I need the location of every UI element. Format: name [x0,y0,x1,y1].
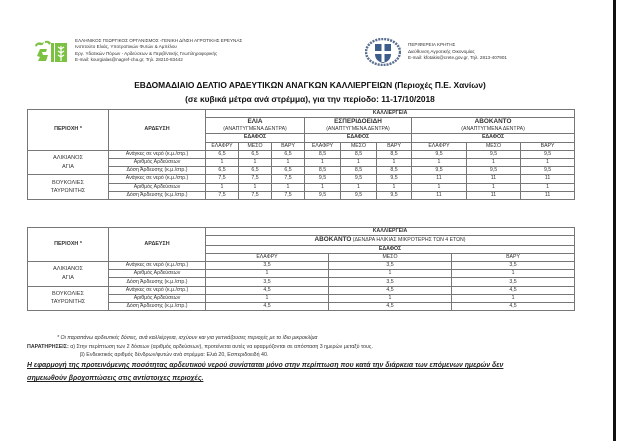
table-row [28,286,575,294]
crop-young-avocado [206,236,575,246]
irrigation-row-label: Ανάγκες σε νερό (κ.μ./στρ.) [109,175,206,183]
value-cell: 6,5 [239,150,272,158]
value-cell: 8,5 [341,167,377,175]
region-name-line: ΒΟΥΚΟΛΙΕΣ [52,290,84,297]
value-cell: 1 [206,158,239,166]
value-cell: 11 [467,175,521,183]
region-name [28,286,109,311]
soil-header: ΕΔΑΦΟΣ [206,245,575,253]
crop-young-avocado-note: (ΔΕΝΔΡΑ ΗΛΙΚΙΑΣ ΜΙΚΡΟΤΕΡΗΣ ΤΩΝ 4 ΕΤΩΝ) [352,237,466,244]
region-name-line: ΒΟΥΚΟΛΙΕΣ [52,179,84,186]
value-cell: 1 [377,183,412,191]
value-cell: 1 [239,158,272,166]
document-subtitle: (σε κυβικά μέτρα ανά στρέμμα), για την περίοδο: 11-17/10/2018 [185,94,435,104]
value-cell: 6,5 [239,167,272,175]
irrigation-row-label: Αριθμός Αρδεύσεων [109,158,206,166]
value-cell: 7,5 [239,191,272,199]
value-cell: 1 [329,294,452,302]
table-row [28,175,575,183]
soil-medium: ΜΕΣΟ [329,253,452,261]
value-cell: 1 [521,158,575,166]
value-cell: 4,5 [206,286,329,294]
value-cell: 1 [412,158,467,166]
value-cell: 1 [467,158,521,166]
document-title: ΕΒΔΟΜΑΔΙΑΙΟ ΔΕΛΤΙΟ ΑΡΔΕΥΤΙΚΩΝ ΑΝΑΓΚΩΝ ΚΑΛΛΙΕΡΓΕΙΩΝ (Περιοχές Π.Ε. Χανίων) [134,80,486,90]
cultivation-header: ΚΑΛΛΙΕΡΓΕΙΑ [206,228,575,236]
elgo-dimitra-logo-icon [34,39,68,63]
region-name [28,150,109,175]
value-cell: 7,5 [206,175,239,183]
soil-medium: ΜΕΣΟ [341,142,377,150]
value-cell: 1 [412,183,467,191]
region-header: ΠΕΡΙΟΧΗ * [28,228,109,262]
value-cell: 3,5 [452,278,575,286]
crop-avocado-name: ΑΒΟΚΑΝΤΟ [412,118,575,127]
soil-heavy: ΒΑΡΥ [452,253,575,261]
value-cell: 6,5 [272,150,305,158]
header-right-email: E-mail: kfotakis@crete.gov.gr, Τηλ. 2813-407901 [408,55,507,61]
value-cell: 1 [239,183,272,191]
value-cell: 1 [521,183,575,191]
cultivation-header: ΚΑΛΛΙΕΡΓΕΙΑ [206,110,575,118]
value-cell: 1 [305,158,341,166]
warning-line-1: Η εφαρμογή της προτεινόμενης ποσότητας αρδευτικού νερού συνίσταται μόνο στην περίπτωση που κατά την διάρκεια των επόμενων ημερών δεν [27,362,504,369]
value-cell: 9,5 [412,167,467,175]
region-name [28,262,109,287]
irrigation-row-label: Ανάγκες σε νερό (κ.μ./στρ.) [109,150,206,158]
value-cell: 11 [467,191,521,199]
soil-heavy: ΒΑΡΥ [521,142,575,150]
value-cell: 1 [452,294,575,302]
value-cell: 9,5 [341,191,377,199]
soil-light: ΕΛΑΦΡΥ [206,253,329,261]
header-right-line: Διεύθυνση Αγροτικής Οικονομίας [408,48,475,54]
value-cell: 8,5 [305,150,341,158]
soil-heavy: ΒΑΡΥ [272,142,305,150]
irrigation-row-label: Ανάγκες σε νερό (κ.μ./στρ.) [109,286,206,294]
value-cell: 7,5 [272,191,305,199]
observations [27,344,373,350]
warning-line-2: σημειωθούν βροχοπτώσεις στις αντίστοιχες περιοχές. [27,375,204,382]
value-cell: 8,5 [305,167,341,175]
soil-header: ΕΔΑΦΟΣ [206,134,305,142]
greek-coat-of-arms-icon [365,38,401,66]
irrigation-header: ΑΡΔΕΥΣΗ [109,228,206,262]
crop-citrus-note: (ΑΝΑΠΤΥΓΜΕΝΑ ΔΕΝΤΡΑ) [305,126,412,134]
value-cell: 3,5 [329,278,452,286]
crop-citrus-name: ΕΣΠΕΡΙΔΟΕΙΔΗ [305,118,412,127]
value-cell: 7,5 [239,175,272,183]
value-cell: 6,5 [206,150,239,158]
value-cell: 4,5 [452,303,575,311]
soil-header: ΕΔΑΦΟΣ [305,134,412,142]
value-cell: 4,5 [329,303,452,311]
table-row [28,262,575,270]
region-name-line: ΑΓΙΑ [61,274,75,281]
soil-medium: ΜΕΣΟ [467,142,521,150]
irrigation-table-mature-trees [27,109,575,200]
value-cell: 3,5 [206,278,329,286]
header-crete [365,38,507,66]
table-row [28,303,575,311]
value-cell: 1 [272,158,305,166]
crop-young-avocado-name: ΑΒΟΚΑΝΤΟ [314,236,352,244]
value-cell: 11 [521,191,575,199]
value-cell: 1 [467,183,521,191]
value-cell: 9,5 [377,191,412,199]
value-cell: 9,5 [412,150,467,158]
crop-avocado-note: (ΑΝΑΠΤΥΓΜΕΝΑ ΔΕΝΤΡΑ) [412,126,575,134]
value-cell: 4,5 [329,286,452,294]
observations-label: ΠΑΡΑΤΗΡΗΣΕΙΣ: [27,344,69,350]
table-row [28,270,575,278]
table-row [28,294,575,302]
value-cell: 1 [206,294,329,302]
value-cell: 4,5 [452,286,575,294]
soil-medium: ΜΕΣΟ [239,142,272,150]
value-cell: 1 [341,183,377,191]
header-elgo [34,38,242,64]
value-cell: 9,5 [377,175,412,183]
value-cell: 7,5 [206,191,239,199]
irrigation-row-label: Δόση Άρδευσης (κ.μ./στρ.) [109,191,206,199]
value-cell: 9,5 [467,150,521,158]
footnote [57,335,317,341]
value-cell: 8,5 [377,150,412,158]
header-left-line: ΕΛΛΗΝΙΚΟΣ ΓΕΩΡΓΙΚΟΣ ΟΡΓΑΝΙΣΜΟΣ -ΓΕΝΙΚΗ Δ/ΝΣΗ ΑΓΡΟΤΙΚΗΣ ΕΡΕΥΝΑΣ [75,38,243,43]
value-cell: 1 [206,270,329,278]
value-cell: 11 [412,175,467,183]
value-cell: 3,5 [452,262,575,270]
crop-olive-note: (ΑΝΑΠΤΥΓΜΕΝΑ ΔΕΝΤΡΑ) [206,126,305,134]
value-cell: 6,5 [206,167,239,175]
soil-heavy: ΒΑΡΥ [377,142,412,150]
value-cell: 3,5 [206,262,329,270]
value-cell: 1 [377,158,412,166]
value-cell: 9,5 [305,175,341,183]
region-name [28,175,109,200]
header-left-email: E-mail: kourgialas@nagref-cha.gr, Τηλ. 28210-83442 [75,57,183,63]
region-name-line: ΑΛΙΚΙΑΝΟΣ [53,155,83,162]
region-name-line: ΤΑΥΡΩΝΙΤΗΣ [50,299,86,306]
value-cell: 1 [341,158,377,166]
irrigation-row-label: Δόση Άρδευσης (κ.μ./στρ.) [109,278,206,286]
value-cell: 8,5 [341,150,377,158]
header-left-line: Ινστιτούτο Ελιάς, Υποτροπικών Φυτών & Αμπέλου [75,44,177,50]
value-cell: 6,5 [272,167,305,175]
irrigation-row-label: Δόση Άρδευσης (κ.μ./στρ.) [109,167,206,175]
page-edge-bar [613,0,616,441]
value-cell: 1 [452,270,575,278]
region-name-line: ΑΛΙΚΙΑΝΟΣ [53,266,83,273]
value-cell: 1 [305,183,341,191]
value-cell: 4,5 [206,303,329,311]
value-cell: 9,5 [521,167,575,175]
value-cell: 1 [272,183,305,191]
observation-b: β) Ενδεικτικός αριθμός δένδρων/φυτών ανά στρέμμα: Ελιά 20, Εσπεριδοειδή 40. [80,352,269,358]
irrigation-row-label: Δόση Άρδευσης (κ.μ./στρ.) [109,303,206,311]
value-cell: 9,5 [305,191,341,199]
table-row [28,150,575,158]
value-cell: 11 [412,191,467,199]
irrigation-header: ΑΡΔΕΥΣΗ [109,110,206,151]
irrigation-row-label: Αριθμός Αρδεύσεων [109,183,206,191]
value-cell: 9,5 [521,150,575,158]
table-row [28,167,575,175]
header-left-line: Εργ. Υδατικών Πόρων - Αρδεύσεων & Περιβ/ντικής Γεωπληροφορικής [75,50,218,56]
value-cell: 7,5 [272,175,305,183]
region-name-line: ΤΑΥΡΩΝΙΤΗΣ [50,188,86,195]
footnote-text: * Οι παραπάνω αρδευτικές δόσεις, ανά καλλιέργεια, ισχύουν και για γειτνιάζουσες περιοχές με το ίδιο μικροκλίμα [57,335,318,341]
irrigation-table-young-avocado [27,227,575,311]
table-row [28,278,575,286]
value-cell: 1 [206,183,239,191]
soil-light: ΕΛΑΦΡΥ [206,142,239,150]
table-row [28,158,575,166]
soil-light: ΕΛΑΦΡΥ [305,142,341,150]
value-cell: 3,5 [329,262,452,270]
irrigation-row-label: Αριθμός Αρδεύσεων [109,294,206,302]
table-row [28,183,575,191]
region-header: ΠΕΡΙΟΧΗ * [28,110,109,151]
irrigation-row-label: Αριθμός Αρδεύσεων [109,270,206,278]
soil-header: ΕΔΑΦΟΣ [412,134,575,142]
value-cell: 1 [329,270,452,278]
region-name-line: ΑΓΙΑ [61,163,75,170]
value-cell: 11 [521,175,575,183]
value-cell: 9,5 [341,175,377,183]
observation-a: α) Στην περίπτωση των 2 δόσεων (αριθμός αρδεύσεων), προτείνεται αυτές να εφαρμόζονται σε απόσταση 3 ημερών μεταξύ τους. [70,344,373,350]
crop-olive-name: ΕΛΙΑ [206,118,305,127]
value-cell: 8,5 [377,167,412,175]
irrigation-row-label: Ανάγκες σε νερό (κ.μ./στρ.) [109,262,206,270]
header-right-line: ΠΕΡΙΦΕΡΕΙΑ ΚΡΗΤΗΣ [408,42,456,48]
table-row [28,191,575,199]
soil-light: ΕΛΑΦΡΥ [412,142,467,150]
value-cell: 9,5 [467,167,521,175]
